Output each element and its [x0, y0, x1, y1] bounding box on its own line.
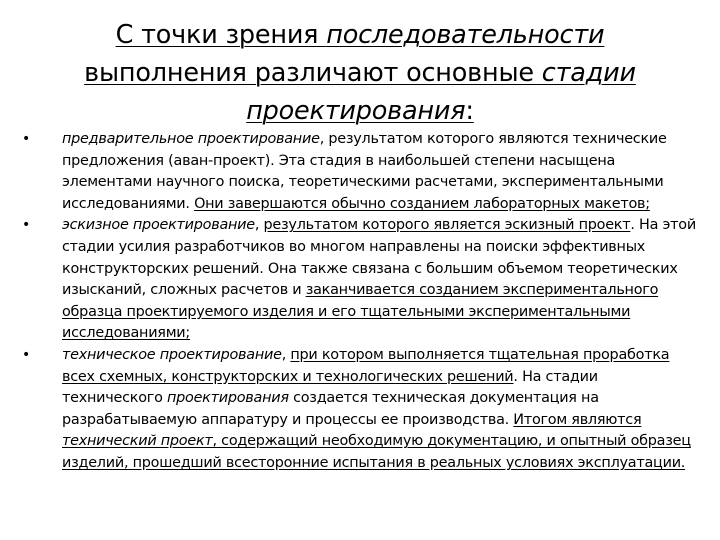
bullet-item-sketch — [22, 215, 702, 345]
title-emphasis: последовательности — [326, 20, 605, 50]
underlined-text: при котором выполняется тщательная проработка всех схемных, конструкторских и технологических решений — [62, 346, 670, 385]
underlined-text: результатом которого является эскизный проект — [263, 217, 631, 234]
bullet-dot-icon: • — [22, 346, 31, 363]
text: . На этой стадии усилия разработчиков во многом направлены на поиски эффективных конструкторских решений. Она также связана с большим объемом теоретических изысканий, сложных расчетов и — [62, 217, 696, 299]
text: , — [254, 217, 264, 234]
underlined-text: , содержащий необходимую документацию, и опытный образец изделий, прошедший всесторонние испытания в реальных условиях эксплуатации. — [62, 433, 691, 471]
text: создается техническая документация на разрабатываемую аппаратуру и процессы ее производства. — [62, 390, 599, 428]
slide-title — [40, 16, 680, 130]
bullet-dot-icon: • — [22, 131, 31, 147]
text: . На стадии технического — [62, 368, 598, 407]
bullet-item-preliminary — [22, 129, 702, 215]
emphasis-text: проектирования — [166, 390, 289, 407]
term: эскизное проектирование — [62, 217, 255, 234]
title-part: С точки зрения — [115, 20, 327, 50]
underlined-emphasis-text: технический проект — [62, 433, 213, 450]
underlined-text: Итогом являются — [513, 411, 642, 428]
title-emphasis: проектирования — [246, 96, 466, 126]
bullet-item-technical — [22, 345, 702, 475]
term: техническое проектирование — [62, 346, 282, 363]
bullet-list — [22, 129, 702, 475]
title-part: : — [465, 96, 474, 126]
underlined-text: заканчивается созданием экспериментального образца проектируемого изделия и его тщательными экспериментальными исследованиями; — [62, 282, 659, 342]
bullet-dot-icon: • — [22, 217, 31, 234]
text: , — [281, 346, 291, 363]
term: предварительное проектирование — [62, 131, 320, 147]
title-emphasis: стадии — [541, 58, 636, 88]
underlined-text: Они завершаются обычно созданием лабораторных макетов; — [194, 195, 650, 212]
text: , результатом которого являются технические предложения (аван-проект). Эта стадия в наибольшей степени насыщена элементами научного поиска, теоретическими расчетами, экспериментальными исследованиями. — [62, 131, 667, 212]
title-part: выполнения различают основные — [84, 58, 542, 88]
